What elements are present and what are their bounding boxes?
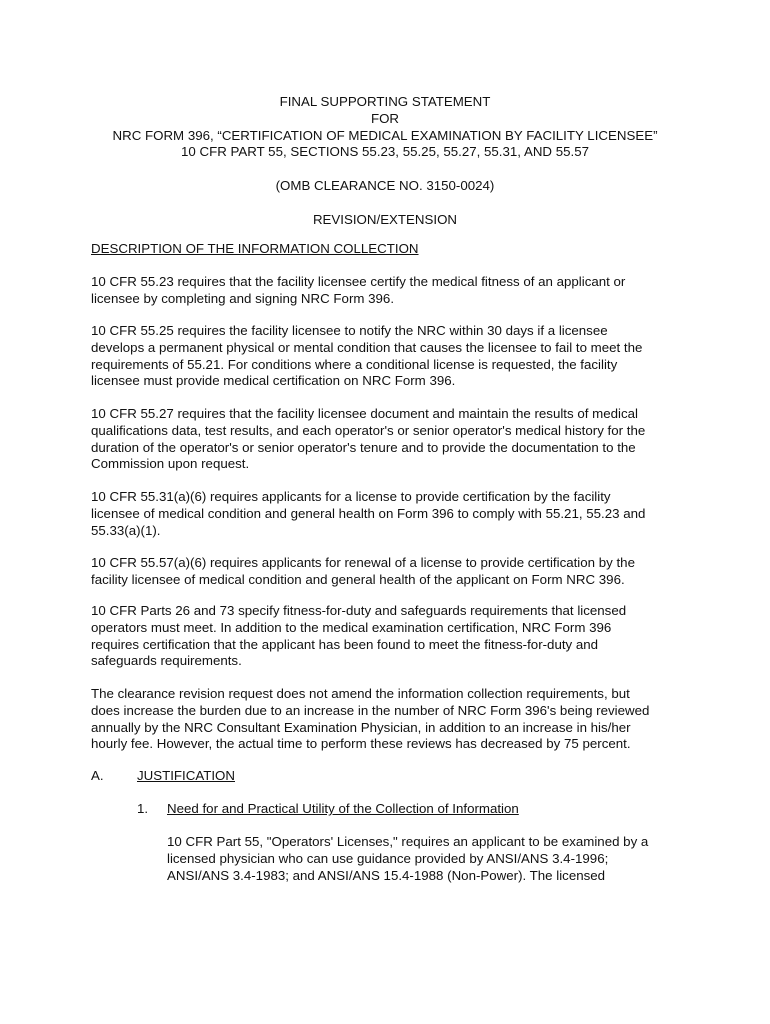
subsection-title: Need for and Practical Utility of the Collection of Information	[167, 801, 519, 816]
header-title: FINAL SUPPORTING STATEMENT	[279, 94, 491, 109]
section-a-heading	[91, 768, 235, 785]
paragraph-55-57	[91, 555, 691, 589]
header-form-title: NRC FORM 396, “CERTIFICATION OF MEDICAL EXAMINATION BY FACILITY LICENSEE”	[112, 127, 658, 143]
paragraph-line: requires certification that the applicant has been found to meet the fitness-for-duty and	[91, 636, 599, 652]
paragraph-line: 10 CFR 55.57(a)(6) requires applicants for renewal of a license to provide certification by the	[91, 555, 635, 570]
paragraph-line: 55.33(a)(1).	[91, 522, 161, 538]
paragraph-clearance-revision	[91, 686, 691, 753]
header-omb-clearance: (OMB CLEARANCE NO. 3150-0024)	[275, 177, 495, 193]
description-heading: DESCRIPTION OF THE INFORMATION COLLECTION	[91, 241, 419, 256]
header-cfr-sections: 10 CFR PART 55, SECTIONS 55.23, 55.25, 55.27, 55.31, AND 55.57	[180, 144, 589, 160]
subsection-1-paragraph	[167, 834, 687, 884]
paragraph-line: requirements of 55.21. For conditions where a conditional license is requested, the facility	[91, 356, 618, 372]
paragraph-line: duration of the operator's or senior operator's tenure and to provide the documentation to the	[91, 439, 636, 455]
subsection-number: 1.	[137, 801, 149, 816]
section-title: JUSTIFICATION	[137, 768, 235, 783]
section-letter: A.	[91, 768, 104, 783]
paragraph-line: 10 CFR Parts 26 and 73 specify fitness-for-duty and safeguards requirements that licensed	[91, 603, 627, 618]
paragraph-parts-26-73	[91, 603, 691, 670]
paragraph-line: 10 CFR Part 55, "Operators' Licenses," requires an applicant to be examined by a	[167, 834, 649, 849]
paragraph-line: licensee must provide medical certification on NRC Form 396.	[91, 373, 456, 389]
paragraph-line: operators must meet. In addition to the medical examination certification, NRC Form 396	[91, 619, 612, 635]
paragraph-line: does increase the burden due to an increase in the number of NRC Form 396's being reviewed	[91, 702, 650, 718]
paragraph-55-27	[91, 406, 691, 473]
paragraph-line: licensed physician who can use guidance provided by ANSI/ANS 3.4-1996;	[167, 850, 609, 866]
paragraph-line: ANSI/ANS 3.4-1983; and ANSI/ANS 15.4-1988 (Non-Power). The licensed	[167, 867, 606, 883]
header-revision: REVISION/EXTENSION	[312, 211, 458, 227]
paragraph-line: licensee of medical condition and general health on Form 396 to comply with 55.21, 55.23 and	[91, 505, 646, 521]
paragraph-line: 10 CFR 55.27 requires that the facility licensee document and maintain the results of medical	[91, 406, 638, 421]
subsection-1-heading	[137, 801, 519, 818]
paragraph-55-23	[91, 274, 691, 308]
paragraph-line: licensee by completing and signing NRC Form 396.	[91, 290, 395, 306]
paragraph-line: hourly fee. However, the actual time to perform these reviews has decreased by 75 percent.	[91, 736, 631, 752]
paragraph-line: safeguards requirements.	[91, 653, 242, 669]
document-header	[0, 94, 770, 228]
paragraph-line: annually by the NRC Consultant Examination Physician, in addition to an increase in his/her	[91, 719, 631, 735]
header-for: FOR	[370, 110, 400, 126]
paragraph-line: 10 CFR 55.31(a)(6) requires applicants for a license to provide certification by the facility	[91, 489, 611, 504]
paragraph-line: The clearance revision request does not amend the information collection requirements, but	[91, 686, 630, 701]
paragraph-line: facility licensee of medical condition and general health of the applicant on Form NRC 396.	[91, 571, 625, 587]
paragraph-line: 10 CFR 55.23 requires that the facility licensee certify the medical fitness of an applicant or	[91, 274, 626, 289]
paragraph-55-25	[91, 323, 691, 390]
paragraph-line: qualifications data, test results, and each operator's or senior operator's medical history for the	[91, 422, 646, 438]
paragraph-55-31	[91, 489, 691, 539]
paragraph-line: develops a permanent physical or mental condition that causes the licensee to fail to meet the	[91, 339, 643, 355]
paragraph-line: 10 CFR 55.25 requires the facility licensee to notify the NRC within 30 days if a licensee	[91, 323, 608, 338]
paragraph-line: Commission upon request.	[91, 456, 250, 472]
